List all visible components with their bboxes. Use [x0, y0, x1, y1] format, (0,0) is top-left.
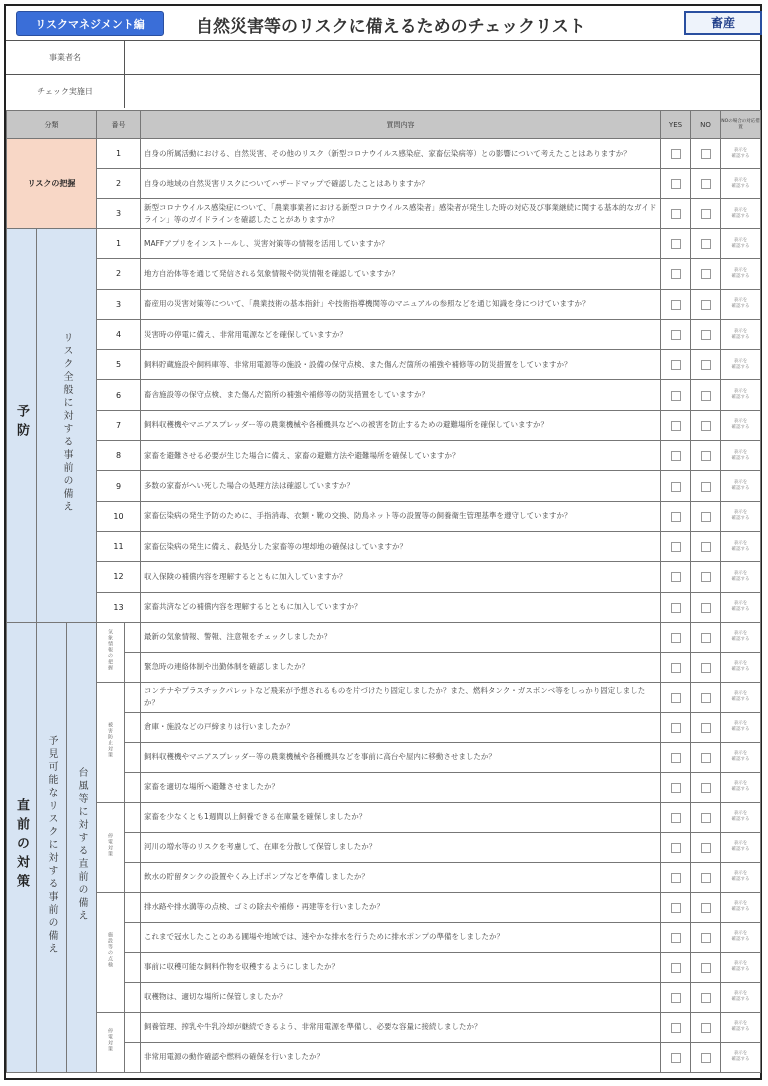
question-text: これまで冠水したことのある圃場や地域では、速やかな排水を行うために排水ポンプの準備をしましたか？ [141, 922, 661, 952]
yes-checkbox[interactable] [671, 693, 681, 703]
yes-checkbox[interactable] [671, 963, 681, 973]
yes-cell [661, 802, 691, 832]
question-text: 新型コロナウイルス感染症について、「農業事業者における新型コロナウイルス感染者」感染者が発生した時の対応及び事業継続に関する基本的なガイドライン」等のガイドラインを確認したことがありますか？ [141, 199, 661, 229]
table-row [7, 622, 761, 652]
note-link[interactable]: 表示を 確認する [721, 922, 761, 952]
yes-checkbox[interactable] [671, 873, 681, 883]
question-number-empty [125, 922, 141, 952]
no-cell [691, 592, 721, 622]
no-checkbox[interactable] [701, 421, 711, 431]
no-checkbox[interactable] [701, 209, 711, 219]
table-row [7, 441, 761, 471]
business-name-field[interactable] [125, 41, 760, 74]
column-header-note: NOの場合の対応措置 [721, 111, 761, 139]
page-title: 自然災害等のリスクに備えるためのチェックリスト [196, 17, 586, 37]
no-checkbox[interactable] [701, 633, 711, 643]
yes-cell [661, 501, 691, 531]
yes-cell [661, 652, 691, 682]
question-number: 5 [97, 350, 141, 380]
no-cell [691, 652, 721, 682]
yes-cell [661, 772, 691, 802]
yes-checkbox[interactable] [671, 269, 681, 279]
yes-checkbox[interactable] [671, 572, 681, 582]
question-number-empty [125, 712, 141, 742]
yes-checkbox[interactable] [671, 149, 681, 159]
group-g2 [97, 682, 125, 802]
no-checkbox[interactable] [701, 993, 711, 1003]
note-link[interactable]: 表示を 確認する [721, 350, 761, 380]
no-checkbox[interactable] [701, 300, 711, 310]
group-g3 [97, 802, 125, 892]
table-row [7, 682, 761, 712]
column-header-category: 分類 [7, 111, 97, 139]
business-name-row [6, 40, 760, 74]
no-checkbox[interactable] [701, 693, 711, 703]
table-row [7, 199, 761, 229]
note-link[interactable]: 表示を 確認する [721, 441, 761, 471]
no-cell [691, 199, 721, 229]
table-row [7, 592, 761, 622]
no-cell [691, 622, 721, 652]
question-text: 事前に収穫可能な飼料作物を収穫するようにしましたか？ [141, 952, 661, 982]
no-checkbox[interactable] [701, 1053, 711, 1063]
no-checkbox[interactable] [701, 451, 711, 461]
category-yobou-label: 予防 [14, 404, 29, 443]
check-date-row [6, 74, 760, 108]
subcategory-taifu-label: 台風等に対する直前の備え [76, 767, 87, 924]
no-cell [691, 922, 721, 952]
note-link[interactable]: 表示を 確認する [721, 259, 761, 289]
group-g1-label: 気象情報の把握 [107, 629, 113, 672]
no-checkbox[interactable] [701, 783, 711, 793]
yes-checkbox[interactable] [671, 723, 681, 733]
table-row [7, 319, 761, 349]
yes-cell [661, 1042, 691, 1072]
yes-cell [661, 742, 691, 772]
yes-cell [661, 952, 691, 982]
no-checkbox[interactable] [701, 753, 711, 763]
yes-cell [661, 139, 691, 169]
question-text: 畜産用の災害対策等について、「農業技術の基本指針」や技術指導機関等のマニュアルの参照などを通じ知識を身につけていますか？ [141, 289, 661, 319]
no-cell [691, 742, 721, 772]
no-checkbox[interactable] [701, 873, 711, 883]
note-link[interactable]: 表示を 確認する [721, 471, 761, 501]
yes-checkbox[interactable] [671, 993, 681, 1003]
question-number: 12 [97, 562, 141, 592]
table-row [7, 259, 761, 289]
no-cell [691, 892, 721, 922]
yes-cell [661, 229, 691, 259]
question-number: 8 [97, 441, 141, 471]
question-number: 1 [97, 139, 141, 169]
yes-checkbox[interactable] [671, 391, 681, 401]
table-row [7, 139, 761, 169]
question-number-empty [125, 832, 141, 862]
no-checkbox[interactable] [701, 963, 711, 973]
question-number-empty [125, 772, 141, 802]
yes-checkbox[interactable] [671, 1023, 681, 1033]
question-number-empty [125, 952, 141, 982]
yes-checkbox[interactable] [671, 209, 681, 219]
yes-checkbox[interactable] [671, 753, 681, 763]
yes-checkbox[interactable] [671, 843, 681, 853]
yes-checkbox[interactable] [671, 1053, 681, 1063]
subcategory-yobou [37, 229, 97, 623]
category-chokuzen [7, 622, 37, 1072]
no-cell [691, 289, 721, 319]
note-link[interactable]: 表示を 確認する [721, 289, 761, 319]
no-cell [691, 712, 721, 742]
column-header-number: 番号 [97, 111, 141, 139]
question-text: 収穫物は、適切な場所に保管しましたか？ [141, 982, 661, 1012]
question-text: 家畜を少なくとも1週間以上飼養できる在庫量を確保しましたか？ [141, 802, 661, 832]
table-row [7, 802, 761, 832]
question-text: 緊急時の連絡体制や出勤体制を確認しましたか？ [141, 652, 661, 682]
yes-checkbox[interactable] [671, 663, 681, 673]
yes-cell [661, 622, 691, 652]
yes-checkbox[interactable] [671, 542, 681, 552]
table-row [7, 471, 761, 501]
question-text: 倉庫・施設などの戸締まりは行いましたか？ [141, 712, 661, 742]
no-cell [691, 410, 721, 440]
yes-checkbox[interactable] [671, 451, 681, 461]
question-number-empty [125, 982, 141, 1012]
question-text: 地方自治体等を通じて発信される気象情報や防災情報を確認していますか？ [141, 259, 661, 289]
question-text: 自身の地域の自然災害リスクについてハザードマップで確認したことはありますか？ [141, 169, 661, 199]
yes-checkbox[interactable] [671, 179, 681, 189]
question-number-empty [125, 892, 141, 922]
question-text: 家畜共済などの補償内容を理解するとともに加入していますか？ [141, 592, 661, 622]
group-g5-label: 停電対策 [107, 1028, 113, 1053]
no-checkbox[interactable] [701, 482, 711, 492]
no-checkbox[interactable] [701, 391, 711, 401]
yes-cell [661, 380, 691, 410]
no-cell [691, 562, 721, 592]
table-row [7, 289, 761, 319]
no-checkbox[interactable] [701, 330, 711, 340]
yes-cell [661, 682, 691, 712]
yes-cell [661, 289, 691, 319]
note-link[interactable]: 表示を 確認する [721, 1012, 761, 1042]
no-cell [691, 319, 721, 349]
yes-checkbox[interactable] [671, 512, 681, 522]
table-row [7, 169, 761, 199]
no-checkbox[interactable] [701, 933, 711, 943]
table-row [7, 410, 761, 440]
table-row [7, 562, 761, 592]
yes-checkbox[interactable] [671, 482, 681, 492]
question-number: 3 [97, 199, 141, 229]
note-link[interactable]: 表示を 確認する [721, 712, 761, 742]
no-checkbox[interactable] [701, 603, 711, 613]
note-link[interactable]: 表示を 確認する [721, 592, 761, 622]
group-g3-label: 停電対策 [107, 833, 113, 858]
yes-checkbox[interactable] [671, 903, 681, 913]
note-link[interactable]: 表示を 確認する [721, 229, 761, 259]
note-link[interactable]: 表示を 確認する [721, 772, 761, 802]
group-g5 [97, 1012, 125, 1072]
question-text: 飼養管理、搾乳や牛乳冷却が継続できるよう、非常用電源を準備し、必要な容量に接続しましたか？ [141, 1012, 661, 1042]
no-cell [691, 832, 721, 862]
table-row [7, 531, 761, 561]
no-checkbox[interactable] [701, 663, 711, 673]
note-link[interactable]: 表示を 確認する [721, 832, 761, 862]
question-text: コンテナやプラスチックパレットなど飛来が予想されるものを片づけたり固定しましたか？また、燃料タンク・ガスボンベ等をしっかり固定しましたか？ [141, 682, 661, 712]
table-row [7, 350, 761, 380]
note-link[interactable]: 表示を 確認する [721, 169, 761, 199]
yes-checkbox[interactable] [671, 813, 681, 823]
question-text: 飼料貯蔵施設や飼料庫等、非常用電源等の施設・設備の保守点検、また傷んだ箇所の補強や補修等の防災措置をしていますか？ [141, 350, 661, 380]
note-link[interactable]: 表示を 確認する [721, 802, 761, 832]
check-date-label: チェック実施日 [6, 75, 125, 108]
no-checkbox[interactable] [701, 572, 711, 582]
no-checkbox[interactable] [701, 512, 711, 522]
no-cell [691, 952, 721, 982]
question-text: 飼料収穫機やマニアスプレッダー等の農業機械や各種機具などを事前に高台や屋内に移動させましたか？ [141, 742, 661, 772]
no-cell [691, 350, 721, 380]
note-link[interactable]: 表示を 確認する [721, 862, 761, 892]
note-link[interactable]: 表示を 確認する [721, 410, 761, 440]
question-text: 家畜を適切な場所へ避難させましたか？ [141, 772, 661, 802]
note-link[interactable]: 表示を 確認する [721, 531, 761, 561]
section-badge: リスクマネジメント編 [16, 11, 164, 36]
group-g4 [97, 892, 125, 1012]
no-cell [691, 501, 721, 531]
note-link[interactable]: 表示を 確認する [721, 562, 761, 592]
yes-checkbox[interactable] [671, 933, 681, 943]
yes-checkbox[interactable] [671, 421, 681, 431]
question-number: 10 [97, 501, 141, 531]
group-g1 [97, 622, 125, 682]
no-checkbox[interactable] [701, 179, 711, 189]
yes-cell [661, 862, 691, 892]
group-g4-label: 施設等の点検 [107, 932, 113, 969]
no-checkbox[interactable] [701, 239, 711, 249]
question-number: 4 [97, 319, 141, 349]
note-link[interactable]: 表示を 確認する [721, 319, 761, 349]
header [6, 6, 760, 38]
subcategory-chokuzen-label: 予見可能なリスクに対する事前の備え [46, 734, 57, 956]
table-header-row [7, 111, 761, 139]
no-cell [691, 259, 721, 289]
category-label: 畜産 [684, 11, 762, 35]
note-link[interactable]: 表示を 確認する [721, 501, 761, 531]
group-g2-label: 被害防止対策 [107, 722, 113, 759]
column-header-content: 質問内容 [141, 111, 661, 139]
note-link[interactable]: 表示を 確認する [721, 652, 761, 682]
question-number: 6 [97, 380, 141, 410]
yes-checkbox[interactable] [671, 330, 681, 340]
column-header-yes: YES [661, 111, 691, 139]
table-row [7, 1012, 761, 1042]
table-row [7, 380, 761, 410]
no-checkbox[interactable] [701, 813, 711, 823]
question-text: 家畜伝染病の発生に備え、殺処分した家畜等の埋却地の確保はしていますか？ [141, 531, 661, 561]
yes-checkbox[interactable] [671, 603, 681, 613]
yes-cell [661, 410, 691, 440]
yes-cell [661, 531, 691, 561]
no-cell [691, 1042, 721, 1072]
yes-cell [661, 712, 691, 742]
yes-cell [661, 471, 691, 501]
checklist-table [6, 110, 761, 1073]
yes-cell [661, 169, 691, 199]
no-checkbox[interactable] [701, 269, 711, 279]
question-number: 13 [97, 592, 141, 622]
question-text: 家畜伝染病の発生予防のために、手指消毒、衣類・靴の交換、防鳥ネット等の設置等の飼養衛生管理基準を遵守していますか？ [141, 501, 661, 531]
yes-cell [661, 832, 691, 862]
no-cell [691, 139, 721, 169]
note-link[interactable]: 表示を 確認する [721, 622, 761, 652]
question-text: 家畜を避難させる必要が生じた場合に備え、家畜の避難方法や避難場所を確保していますか？ [141, 441, 661, 471]
yes-cell [661, 259, 691, 289]
question-number-empty [125, 622, 141, 652]
category-chokuzen-label: 直前の対策 [14, 797, 29, 893]
yes-checkbox[interactable] [671, 360, 681, 370]
question-text: 収入保険の補償内容を理解するとともに加入していますか？ [141, 562, 661, 592]
note-link[interactable]: 表示を 確認する [721, 892, 761, 922]
no-checkbox[interactable] [701, 542, 711, 552]
note-link[interactable]: 表示を 確認する [721, 139, 761, 169]
yes-cell [661, 922, 691, 952]
table-row [7, 501, 761, 531]
no-cell [691, 380, 721, 410]
yes-cell [661, 982, 691, 1012]
no-checkbox[interactable] [701, 903, 711, 913]
question-number: 3 [97, 289, 141, 319]
question-number-empty [125, 862, 141, 892]
no-cell [691, 531, 721, 561]
no-cell [691, 169, 721, 199]
no-checkbox[interactable] [701, 723, 711, 733]
question-number: 1 [97, 229, 141, 259]
question-number-empty [125, 1012, 141, 1042]
question-number: 2 [97, 259, 141, 289]
question-text: 非常用電源の動作確認や燃料の確保を行いましたか？ [141, 1042, 661, 1072]
note-link[interactable]: 表示を 確認する [721, 380, 761, 410]
column-header-no: NO [691, 111, 721, 139]
question-text: 畜舎施設等の保守点検、また傷んだ箇所の補強や補修等の防災措置をしていますか？ [141, 380, 661, 410]
note-link[interactable]: 表示を 確認する [721, 682, 761, 712]
check-date-field[interactable] [125, 75, 760, 108]
no-cell [691, 441, 721, 471]
no-cell [691, 772, 721, 802]
yes-cell [661, 199, 691, 229]
question-number: 2 [97, 169, 141, 199]
yes-cell [661, 350, 691, 380]
yes-cell [661, 592, 691, 622]
yes-cell [661, 1012, 691, 1042]
question-text: 自身の所属活動における、自然災害、その他のリスク（新型コロナウイルス感染症、家畜伝染病等）との影響について考えたことはありますか？ [141, 139, 661, 169]
question-number: 9 [97, 471, 141, 501]
no-cell [691, 862, 721, 892]
no-checkbox[interactable] [701, 360, 711, 370]
table-row [7, 892, 761, 922]
question-text: 排水路や排水溝等の点検、ゴミの除去や補修・再建等を行いましたか？ [141, 892, 661, 922]
no-cell [691, 1012, 721, 1042]
subcategory-chokuzen [37, 622, 67, 1072]
category-yobou [7, 229, 37, 623]
business-name-label: 事業者名 [6, 41, 125, 74]
no-cell [691, 682, 721, 712]
category-risk: リスクの把握 [7, 139, 97, 229]
question-text: 災害時の停電に備え、非常用電源などを確保していますか？ [141, 319, 661, 349]
no-cell [691, 229, 721, 259]
subcategory-yobou-label: リスク全般に対する事前の備え [61, 332, 72, 515]
note-link[interactable]: 表示を 確認する [721, 742, 761, 772]
yes-checkbox[interactable] [671, 633, 681, 643]
question-text: 最新の気象情報、警報、注意報をチェックしましたか？ [141, 622, 661, 652]
question-number: 7 [97, 410, 141, 440]
yes-cell [661, 562, 691, 592]
yes-cell [661, 441, 691, 471]
note-link[interactable]: 表示を 確認する [721, 1042, 761, 1072]
yes-checkbox[interactable] [671, 300, 681, 310]
question-text: 多数の家畜がへい死した場合の処理方法は確認していますか？ [141, 471, 661, 501]
question-number-empty [125, 682, 141, 712]
no-cell [691, 802, 721, 832]
yes-cell [661, 892, 691, 922]
question-number: 11 [97, 531, 141, 561]
no-checkbox[interactable] [701, 149, 711, 159]
question-number-empty [125, 652, 141, 682]
note-link[interactable]: 表示を 確認する [721, 952, 761, 982]
question-number-empty [125, 742, 141, 772]
no-checkbox[interactable] [701, 843, 711, 853]
question-text: 飼料収穫機やマニアスプレッダー等の農業機械や各種機具などへの被害を防止するための避難場所を確保していますか？ [141, 410, 661, 440]
question-text: 河川の増水等のリスクを考慮して、在庫を分散して保管しましたか？ [141, 832, 661, 862]
question-text: MAFFアプリをインストールし、災害対策等の情報を活用していますか？ [141, 229, 661, 259]
question-number-empty [125, 802, 141, 832]
yes-checkbox[interactable] [671, 783, 681, 793]
question-text: 飲水の貯留タンクの設置やくみ上げポンプなどを準備しましたか？ [141, 862, 661, 892]
question-number-empty [125, 1042, 141, 1072]
table-row [7, 229, 761, 259]
no-cell [691, 471, 721, 501]
yes-cell [661, 319, 691, 349]
note-link[interactable]: 表示を 確認する [721, 199, 761, 229]
no-cell [691, 982, 721, 1012]
note-link[interactable]: 表示を 確認する [721, 982, 761, 1012]
no-checkbox[interactable] [701, 1023, 711, 1033]
yes-checkbox[interactable] [671, 239, 681, 249]
subcategory-taifu [67, 622, 97, 1072]
